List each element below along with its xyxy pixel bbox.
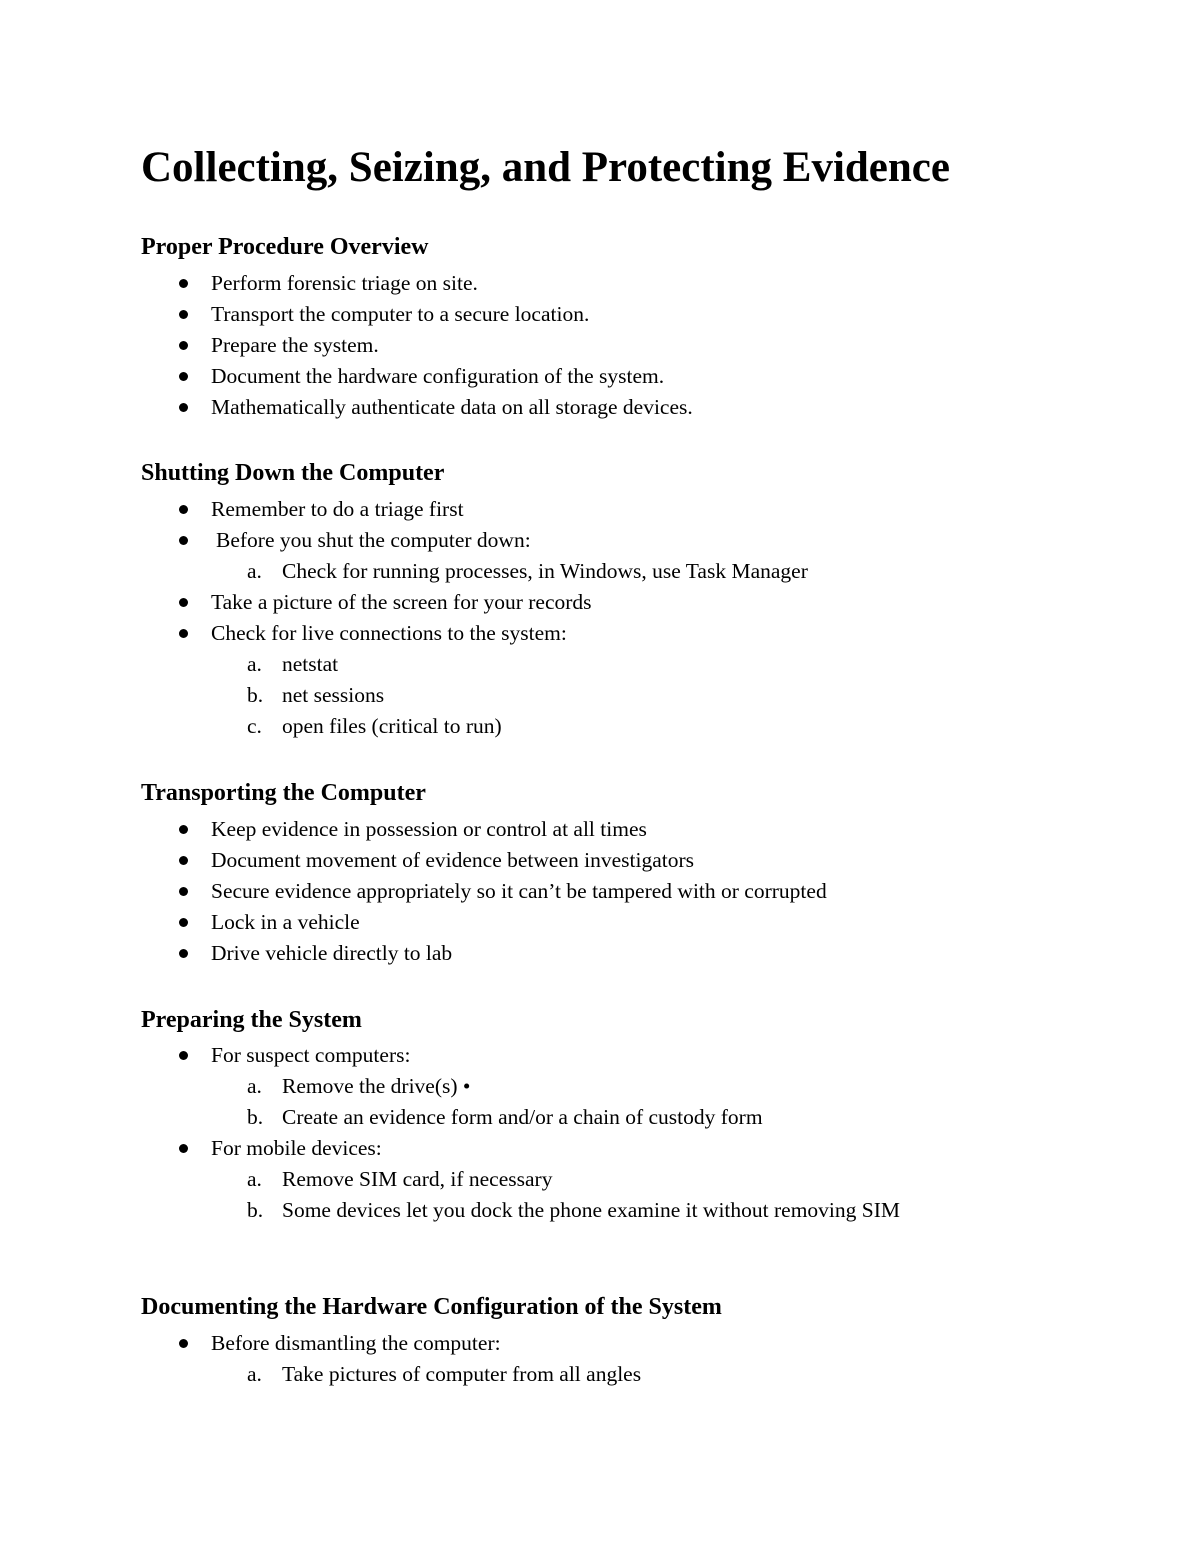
sub-list-item: Check for running processes, in Windows, use Task Manager <box>282 559 808 583</box>
section-heading-procedure-overview: Proper Procedure Overview <box>141 234 429 260</box>
list-item: For suspect computers: <box>211 1043 411 1067</box>
bullet-icon <box>179 887 188 896</box>
list-item: Transport the computer to a secure location. <box>211 302 590 326</box>
section-heading-transporting: Transporting the Computer <box>141 780 426 806</box>
bullet-icon <box>179 1051 188 1060</box>
bullet-icon <box>179 403 188 412</box>
list-item: Mathematically authenticate data on all storage devices. <box>211 395 693 419</box>
section-heading-preparing: Preparing the System <box>141 1007 362 1033</box>
bullet-icon <box>179 372 188 381</box>
bullet-icon <box>179 856 188 865</box>
sub-item-marker: a. <box>247 1362 262 1386</box>
document-title: Collecting, Seizing, and Protecting Evidence <box>141 144 950 191</box>
list-item: Before dismantling the computer: <box>211 1331 501 1355</box>
bullet-icon <box>179 949 188 958</box>
list-item: Secure evidence appropriately so it can’t be tampered with or corrupted <box>211 879 827 903</box>
list-item: Document the hardware configuration of the system. <box>211 364 665 388</box>
sub-list-item: Remove the drive(s) • <box>282 1074 471 1098</box>
sub-list-item: Take pictures of computer from all angles <box>282 1362 642 1386</box>
section-heading-shutting-down: Shutting Down the Computer <box>141 460 445 486</box>
sub-list-item: Remove SIM card, if necessary <box>282 1167 553 1191</box>
sub-item-marker: b. <box>247 1198 264 1222</box>
bullet-icon <box>179 505 188 514</box>
list-item: Document movement of evidence between investigators <box>211 848 694 872</box>
bullet-icon <box>179 825 188 834</box>
sub-item-marker: a. <box>247 1167 262 1191</box>
bullet-icon <box>179 279 188 288</box>
bullet-icon <box>179 536 188 545</box>
bullet-icon <box>179 1144 188 1153</box>
sub-item-marker: c. <box>247 714 262 738</box>
bullet-icon <box>179 310 188 319</box>
list-item: Lock in a vehicle <box>211 910 360 934</box>
bullet-icon <box>179 341 188 350</box>
sub-list-item: netstat <box>282 652 339 676</box>
section-heading-documenting-hardware: Documenting the Hardware Configuration of the System <box>141 1294 722 1320</box>
list-item: Drive vehicle directly to lab <box>211 941 453 965</box>
sub-list-item: Some devices let you dock the phone examine it without removing SIM <box>282 1198 901 1222</box>
sub-item-marker: a. <box>247 559 262 583</box>
sub-item-marker: b. <box>247 683 264 707</box>
list-item: Prepare the system. <box>211 333 379 357</box>
sub-item-marker: b. <box>247 1105 264 1129</box>
sub-item-marker: a. <box>247 1074 262 1098</box>
bullet-icon <box>179 918 188 927</box>
list-item: Before you shut the computer down: <box>216 528 531 552</box>
sub-item-marker: a. <box>247 652 262 676</box>
list-item: Take a picture of the screen for your records <box>211 590 592 614</box>
bullet-icon <box>179 598 188 607</box>
sub-list-item: open files (critical to run) <box>282 714 502 738</box>
sub-list-item: Create an evidence form and/or a chain of custody form <box>282 1105 763 1129</box>
bullet-icon <box>179 1339 188 1348</box>
list-item: Remember to do a triage first <box>211 497 464 521</box>
list-item: Keep evidence in possession or control at all times <box>211 817 647 841</box>
list-item: For mobile devices: <box>211 1136 382 1160</box>
sub-list-item: net sessions <box>282 683 385 707</box>
list-item: Check for live connections to the system: <box>211 621 567 645</box>
bullet-icon <box>179 629 188 638</box>
list-item: Perform forensic triage on site. <box>211 271 478 295</box>
